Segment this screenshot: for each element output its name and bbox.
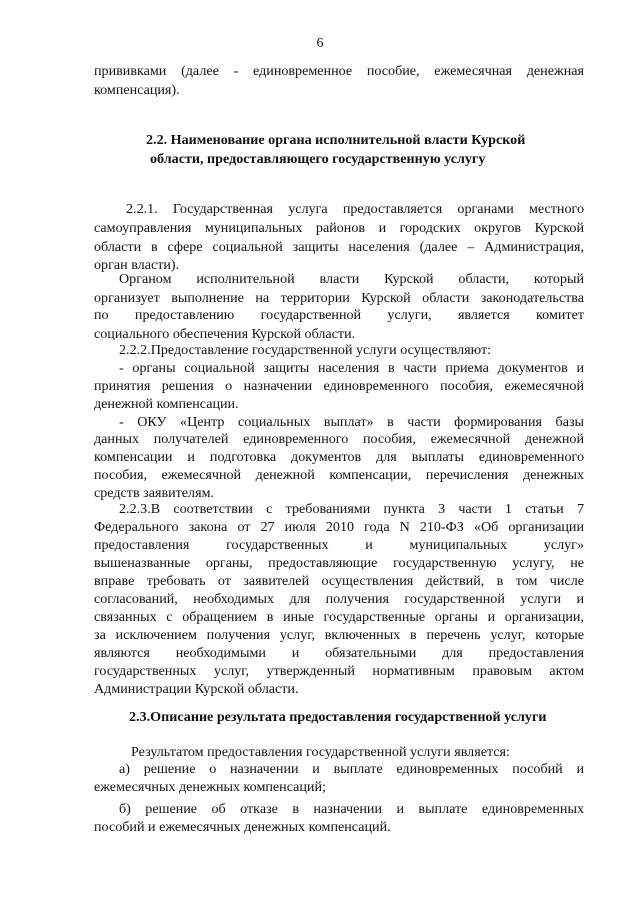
text-line: области в сфере социальной защиты населения (далее – Администрация, — [94, 239, 584, 255]
text-line: являются необходимыми и обязательными для предоставления — [94, 645, 584, 661]
section-heading: области, предоставляющего государственную услугу — [150, 151, 486, 167]
text-line: - органы социальной защиты населения в части приема документов и — [119, 360, 584, 376]
text-line: 2.2.3.В соответствии с требованиями пункта 3 части 1 статьи 7 — [119, 501, 584, 517]
text-line: согласований, необходимых для получения государственной услуги и — [94, 591, 584, 607]
text-line: б) решение об отказе в назначении и выплате единовременных — [119, 801, 584, 817]
text-line: за исключением получения услуг, включенных в перечень услуг, которые — [94, 627, 584, 643]
text-line: ежемесячных денежных компенсаций; — [94, 779, 326, 795]
text-line: организует выполнение на территории Курской области законодательства — [94, 290, 584, 306]
text-line: пособия, ежемесячной денежной компенсации, перечисления денежных — [94, 467, 584, 483]
text-line: 2.2.2.Предоставление государственной услуги осуществляют: — [119, 342, 492, 358]
text-line: а) решение о назначении и выплате единовременных пособий и — [119, 761, 584, 777]
text-line: Федерального закона от 27 июля 2010 года N 210-ФЗ «Об организации — [94, 519, 584, 535]
text-line: предоставления государственных и муниципальных услуг» — [94, 537, 584, 553]
text-line: по предоставлению государственной услуги, является комитет — [94, 307, 584, 323]
section-heading: 2.2. Наименование органа исполнительной власти Курской — [146, 132, 526, 148]
text-line: орган власти). — [94, 257, 180, 273]
text-line: прививками (далее - единовременное пособие, ежемесячная денежная — [94, 63, 584, 79]
text-line: 2.2.1. Государственная услуга предоставляется органами местного — [126, 201, 584, 217]
text-line: Результатом предоставления государственной услуги является: — [131, 744, 510, 760]
text-line: компенсация). — [94, 82, 180, 98]
section-heading: 2.3.Описание результата предоставления государственной услуги — [129, 709, 547, 725]
text-line: данных получателей единовременного пособия, ежемесячной денежной — [94, 431, 584, 447]
text-line: вправе требовать от заявителей осуществления действий, в том числе — [94, 573, 584, 589]
text-line: социального обеспечения Курской области. — [94, 326, 356, 342]
text-line: средств заявителям. — [94, 485, 215, 501]
text-line: компенсации и подготовка документов для выплаты единовременного — [94, 449, 584, 465]
text-line: связанных с обращением в иные государственные органы и организации, — [94, 609, 584, 625]
text-line: денежной компенсации. — [94, 396, 239, 412]
text-line: вышеназванные органы, предоставляющие государственную услугу, не — [94, 555, 584, 571]
text-line: - ОКУ «Центр социальных выплат» в части формирования базы — [119, 414, 584, 430]
text-line: самоуправления муниципальных районов и городских округов Курской — [94, 220, 584, 236]
text-line: государственных услуг, утвержденный нормативным правовым актом — [94, 663, 584, 679]
text-line: Органом исполнительной власти Курской области, который — [119, 271, 584, 287]
text-line: Администрации Курской области. — [94, 681, 299, 697]
page-number: 6 — [316, 35, 324, 51]
text-line: принятия решения о назначении единовременного пособия, ежемесячной — [94, 378, 584, 394]
text-line: пособий и ежемесячных денежных компенсаций. — [94, 819, 391, 835]
